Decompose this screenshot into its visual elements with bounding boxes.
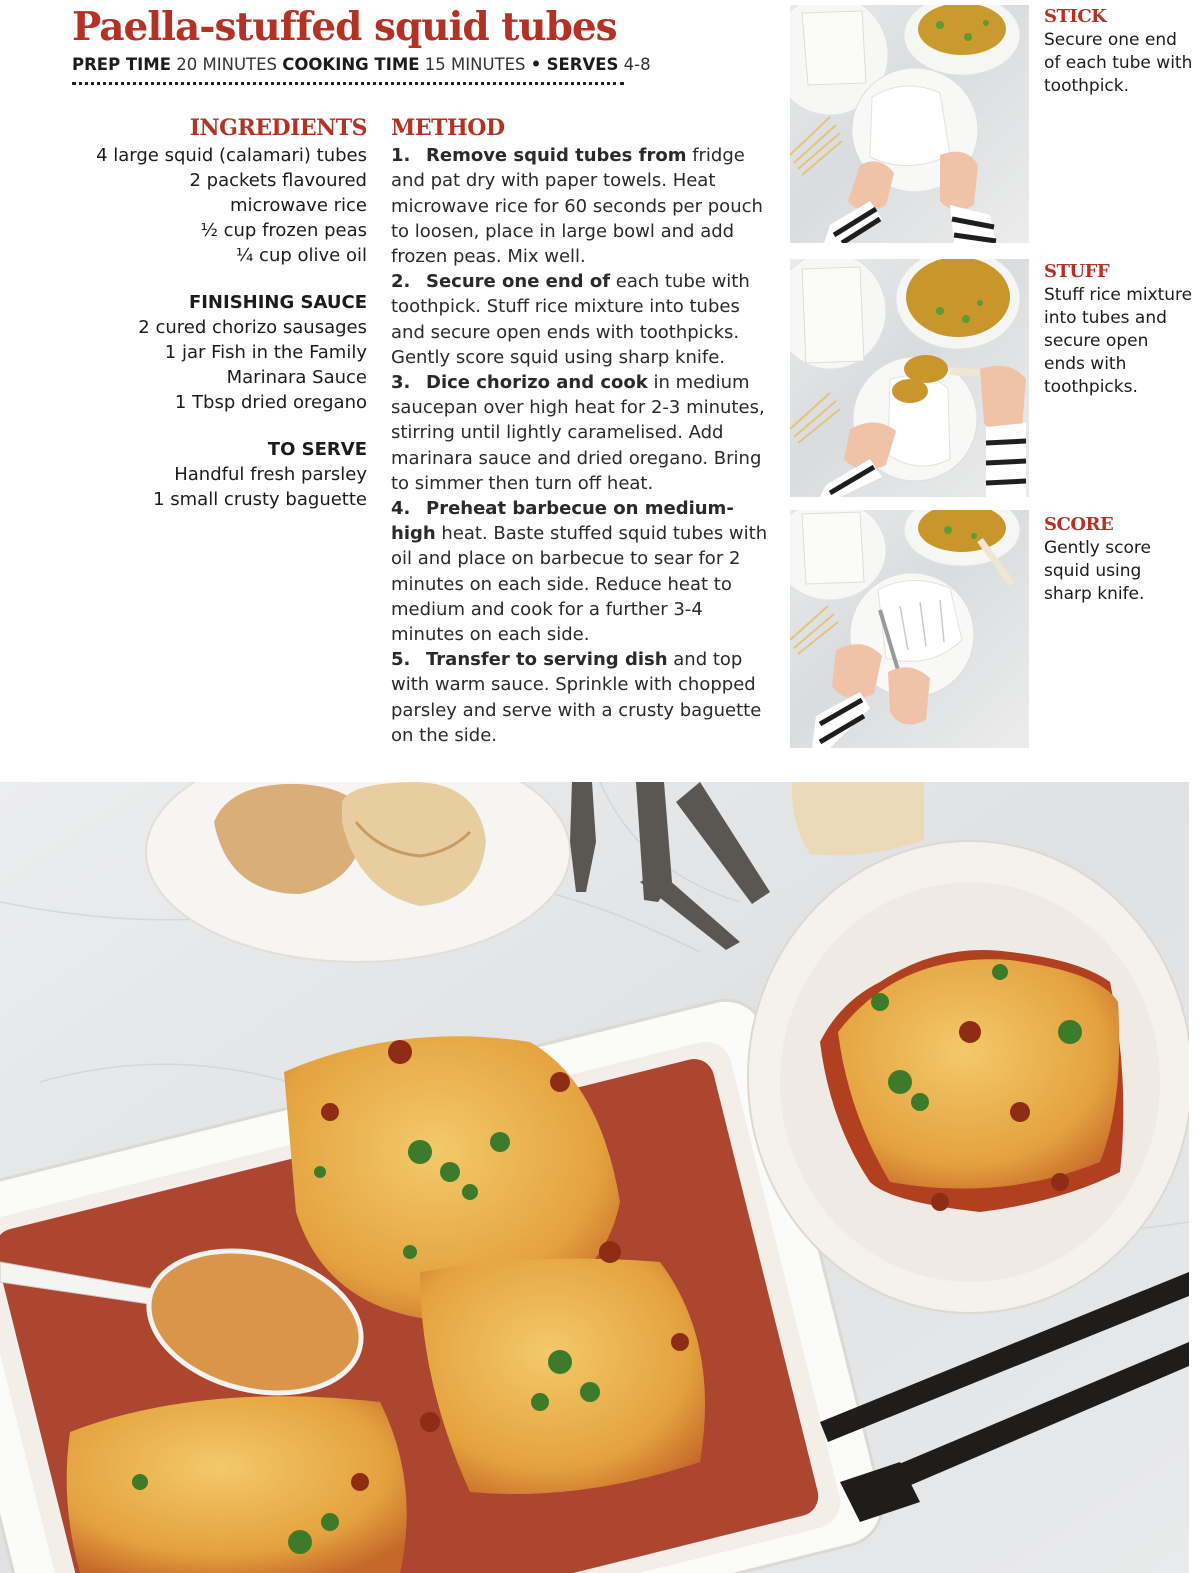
step-photo-score (790, 510, 1029, 748)
step-text: heat. Baste stuffed squid tubes with oil and place on barbecue to sear for 2 minutes on each side. Reduce heat to medium and cook for a further 3-4 minutes on each side. (391, 523, 768, 646)
method-step (391, 496, 776, 647)
step-lead: Secure one end of (426, 271, 611, 293)
ingredient-line: microwave rice (229, 195, 367, 216)
step-photo-stuff (790, 259, 1029, 497)
method-step (391, 370, 776, 496)
meta-separator: • (530, 55, 542, 74)
step-lead: Remove squid tubes from (426, 145, 687, 167)
caption-heading: STUFF (1044, 261, 1110, 282)
caption-text: Stuff rice mixture into tubes and secure open ends with toothpicks. (1044, 285, 1193, 397)
recipe-meta (72, 55, 651, 74)
step-lead: Dice chorizo and cook (426, 372, 648, 394)
serves-label: SERVES (546, 55, 619, 74)
hero-photo (0, 782, 1189, 1573)
finishing-sauce-heading: FINISHING SAUCE (188, 292, 367, 313)
ingredient-line: Handful fresh parsley (174, 464, 367, 485)
ingredients-column (70, 116, 367, 512)
step-photo-stick (790, 5, 1029, 243)
step-text: each tube with toothpick. Stuff rice mixture into tubes and secure open ends with toothpicks. Gently score squid using sharp knife. (391, 271, 750, 368)
prep-time-value: 20 (176, 55, 198, 74)
caption-score (1044, 513, 1194, 606)
recipe-title: Paella-stuffed squid tubes (72, 4, 617, 50)
ingredient-line: 1 small crusty baguette (153, 489, 367, 510)
step-text: and top with warm sauce. Sprinkle with chopped parsley and serve with a crusty baguette on the side. (391, 649, 762, 746)
method-step (391, 269, 776, 370)
ingredient-line: 1 Tbsp dried oregano (174, 392, 367, 413)
step-number: 4. (391, 498, 411, 520)
ingredient-line: 2 packets flavoured (189, 170, 367, 191)
method-heading: METHOD (391, 115, 505, 141)
ingredient-line: 4 large squid (calamari) tubes (96, 145, 367, 166)
ingredient-line: 2 cured chorizo sausages (138, 317, 367, 338)
method-column (391, 116, 776, 748)
dotted-divider (72, 82, 624, 85)
step-text: fridge and pat dry with paper towels. Heat microwave rice for 60 seconds per pouch to loosen, place in large bowl and add frozen peas. Mix well. (391, 145, 763, 268)
step-number: 5. (391, 649, 411, 671)
method-step (391, 143, 776, 269)
step-lead: Transfer to serving dish (426, 649, 668, 671)
caption-text: Gently score squid using sharp knife. (1044, 538, 1151, 604)
ingredient-line: ½ cup frozen peas (200, 220, 367, 241)
caption-stick (1044, 5, 1194, 98)
step-number: 1. (391, 145, 411, 167)
to-serve-heading: TO SERVE (267, 439, 367, 460)
caption-heading: STICK (1044, 6, 1107, 27)
cooking-time-unit: MINUTES (451, 55, 526, 74)
step-lead: Preheat barbecue on medium-high (391, 498, 734, 545)
ingredient-line: 1 jar Fish in the Family (164, 342, 367, 363)
caption-stuff (1044, 260, 1194, 399)
method-step (391, 647, 776, 748)
ingredient-line: ¼ cup olive oil (235, 245, 367, 266)
cooking-time-label: COOKING TIME (282, 55, 420, 74)
step-number: 2. (391, 271, 411, 293)
serves-value: 4-8 (623, 55, 651, 74)
prep-time-label: PREP TIME (72, 55, 171, 74)
caption-heading: SCORE (1044, 514, 1114, 535)
cooking-time-value: 15 (424, 55, 446, 74)
step-text: in medium saucepan over high heat for 2-3 minutes, stirring until lightly caramelised. Add marinara sauce and dried oregano. Bring to simmer then turn off heat. (391, 372, 765, 494)
ingredient-line: Marinara Sauce (226, 367, 367, 388)
prep-time-unit: MINUTES (202, 55, 277, 74)
ingredients-heading: INGREDIENTS (189, 115, 367, 141)
caption-text: Secure one end of each tube with toothpick. (1044, 30, 1193, 96)
step-number: 3. (391, 372, 411, 394)
